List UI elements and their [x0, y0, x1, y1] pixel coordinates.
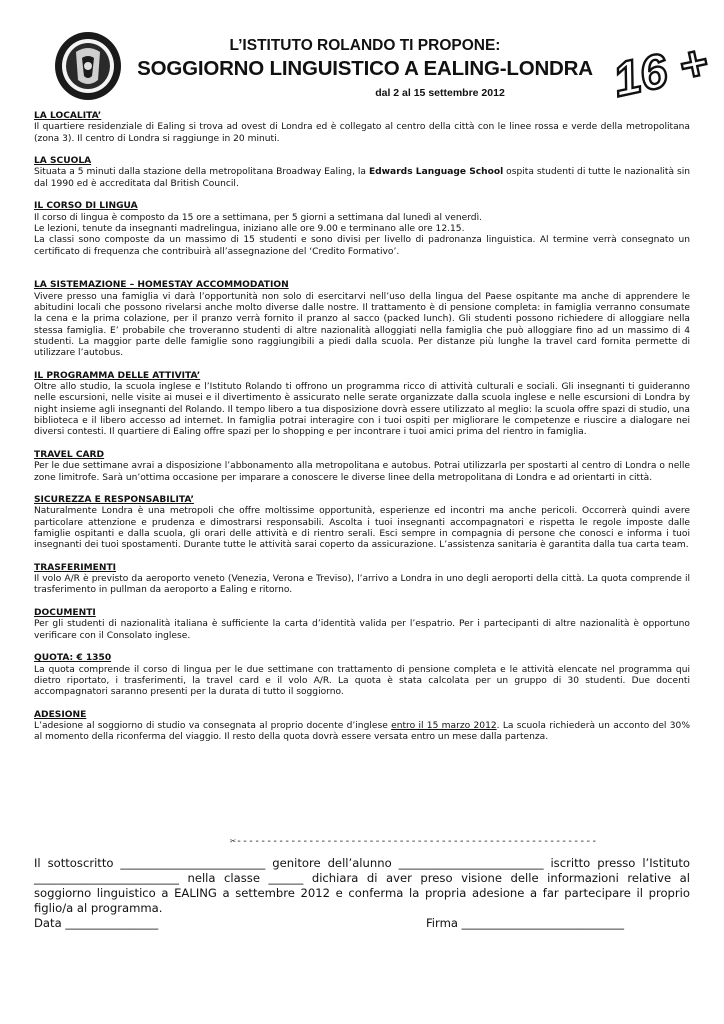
form-footer-row — [34, 916, 624, 931]
section-title: IL PROGRAMMA DELLE ATTIVITA’ — [34, 370, 201, 381]
section-corso — [34, 201, 690, 269]
section-text: Naturalmente Londra è una metropoli che offre moltissime opportunità, esperienze ed incontri ma anche pericoli. Occorrerà quindi avere particolare attenzione e prudenza e dimostrarsi responsabili. Ascolta i tuoi insegnanti accompagnatori e rispetta le regole imposte dalle famiglie ospitanti e dalla scuola, gli orari delle attività e di rientro serali. Esci sempre in compagnia di persone che conosci e informa i tuoi insegnanti dei tuoi spostamenti. Durante tutte le attività sarai coperto da assicurazione. L’assistenza sanitaria è garantita dalla tua carta team. — [34, 506, 690, 551]
section-title: LA SCUOLA — [34, 156, 92, 167]
section-text: Le lezioni, tenute da insegnanti madrelingua, iniziano alle ore 9.00 e terminano alle ore 12.15. — [34, 223, 465, 234]
section-text: Per le due settimane avrai a disposizione l’abbonamento alla metropolitana e autobus. Potrai utilizzarla per spostarti al centro di Londra o nelle zone limitrofe. Sarà un’ottima occasione per imparare a conoscere le diverse linee della metropolitana di Londra e ad orientarti in città. — [34, 461, 690, 483]
section-text: Per gli studenti di nazionalità italiana è sufficiente la carta d’identità valida per l’espatrio. Per i partecipanti di altre nazionalità è opportuno verificare con il Consolato inglese. — [34, 619, 690, 641]
section-title: ADESIONE — [34, 709, 87, 720]
header-subtitle: L’ISTITUTO ROLANDO TI PROPONE: — [229, 37, 501, 54]
section-scuola — [34, 156, 690, 190]
section-trasferimenti — [34, 563, 690, 597]
section-title: SICUREZZA E RESPONSABILITA’ — [34, 495, 194, 506]
section-text: Vivere presso una famiglia vi darà l’opportunità non solo di esercitarvi nell’uso della lingua del Paese ospitante ma anche di apprendere le abitudini locali che possono rivelarsi anche molto diverse dalle nostre. Il trattamento è di pensione completa: in famiglia verranno consumate la cena e la prima colazione, per il pranzo verrà fornito il pranzo al sacco (packed lunch). Gli studenti possono richiedere di alloggiare nella stessa famiglia. E’ probabile che troveranno studenti di altre nazionalità alloggiati nella famiglia che può alloggiare fino ad un massimo di 4 studenti. La maggior parte delle famiglie sono raggiungibili a piedi dalla scuola. Per distanze più lunghe la travel card fornita permette di utilizzare l’autobus. — [34, 291, 690, 359]
section-title: IL CORSO DI LINGUA — [34, 201, 138, 212]
text-fragment: L’adesione al soggiorno di studio va consegnata al proprio docente d’inglese — [34, 721, 392, 732]
section-adesione — [34, 710, 690, 744]
age-badge — [606, 26, 713, 108]
section-travel-card — [34, 450, 690, 484]
form-declaration[interactable]: Il sottoscritto _________________________ genitore dell’alunno _________________________ iscritto presso l’Istituto _________________________ nella classe ______ dichiara di aver preso visione delle informazioni relative al soggiorno linguistico a EALING a settembre 2012 e conferma la propria adesione a far partecipare il proprio figlio/a al programma. — [34, 856, 690, 915]
date-range: dal 2 al 15 settembre 2012 — [375, 87, 505, 99]
section-text — [34, 721, 690, 744]
section-quota — [34, 653, 690, 698]
document-header — [130, 36, 600, 100]
deadline-date: entro il 15 marzo 2012 — [391, 721, 497, 732]
section-text — [34, 167, 690, 190]
age-badge-label: 16 + — [608, 35, 713, 108]
document-body — [34, 111, 690, 755]
text-fragment: Situata a 5 minuti dalla stazione della metropolitana Broadway Ealing, la — [34, 167, 369, 178]
section-text: La quota comprende il corso di lingua per le due settimane con trattamento di pensione completa e le attività elencate nel programma qui dietro riportato, i trasferimenti, la travel card e il volo A/R. La quota è stata calcolata per un gruppo di 30 studenti. Due docenti accompagnatori saranno presenti per la durata di tutto il soggiorno. — [34, 664, 690, 698]
page-title: SOGGIORNO LINGUISTICO A EALING-LONDRA — [137, 57, 593, 80]
school-name: Edwards Language School — [368, 167, 504, 178]
section-title: LA LOCALITA’ — [34, 111, 102, 121]
section-text: Il corso di lingua è composto da 15 ore a settimana, per 5 giorni a settimana dal lunedì al venerdì. — [34, 212, 482, 223]
section-title: QUOTA: € 1350 — [34, 653, 112, 664]
section-text: Il volo A/R è previsto da aeroporto veneto (Venezia, Verona e Treviso), l’arrivo a Londra in uno degli aeroporti della città. La quota comprende il trasferimento in pullman da aeroporto a Ealing e ritorno. — [34, 574, 690, 596]
section-title: LA SISTEMAZIONE – HOMESTAY ACCOMMODATION — [34, 280, 289, 291]
text-fragment: . La scuola richiederà un acconto del 30% al momento della riconferma del viaggio. Il resto della quota dovrà essere versata entro un mese dalla partenza. — [34, 721, 690, 743]
date-field[interactable]: Data ________________ — [34, 916, 159, 930]
school-crest-icon — [52, 30, 124, 102]
section-text: Il quartiere residenziale di Ealing si trova ad ovest di Londra ed è collegato al centro della città con le linee rossa e verde della metropolitana (zona 3). Il centro di Londra si raggiunge in 20 minuti. — [34, 122, 690, 144]
section-programma — [34, 371, 690, 439]
section-title: TRAVEL CARD — [34, 449, 105, 460]
section-localita — [34, 111, 690, 145]
section-title: TRASFERIMENTI — [34, 562, 117, 573]
enrollment-form — [34, 856, 690, 931]
section-sicurezza — [34, 495, 690, 551]
text-fragment: ospita studenti di tutte le nazionalità sin dal 1990 ed è accreditata dal British Council. — [34, 167, 691, 189]
signature-field[interactable]: Firma ____________________________ — [425, 916, 624, 930]
cut-line: ✂------------------------------------------------------------ — [230, 836, 598, 847]
section-title: DOCUMENTI — [34, 608, 96, 619]
section-text: Oltre allo studio, la scuola inglese e l’Istituto Rolando ti offrono un programma ricco di attività culturali e sociali. Gli insegnanti ti guideranno nelle escursioni, nelle visite ai musei e il divertimento è assicurato nelle serate organizzate dalla scuola inglese e nelle escursioni di Londra by night insieme agli insegnanti del Rolando. Il tempo libero a tua disposizione dovrà essere utilizzato al meglio: la scuola offre spazi di studio, una biblioteca e il libero accesso ad internet. In famiglia potrai interagire con i tuoi ospiti per migliorare le competenze e riuscire a dialogare nei diversi contesti. Il quartiere di Ealing offre spazi per lo shopping e per incontrare i tuoi amici prima del rientro in famiglia. — [34, 382, 690, 438]
section-text: La classi sono composte da un massimo di 15 studenti e sono divisi per livello di padronanza linguistica. Al termine verrà consegnato un certificato di frequenza che contribuirà all’assegnazione del ‘Credito Formativo’. — [34, 235, 690, 257]
section-documenti — [34, 608, 690, 642]
section-sistemazione — [34, 280, 690, 359]
